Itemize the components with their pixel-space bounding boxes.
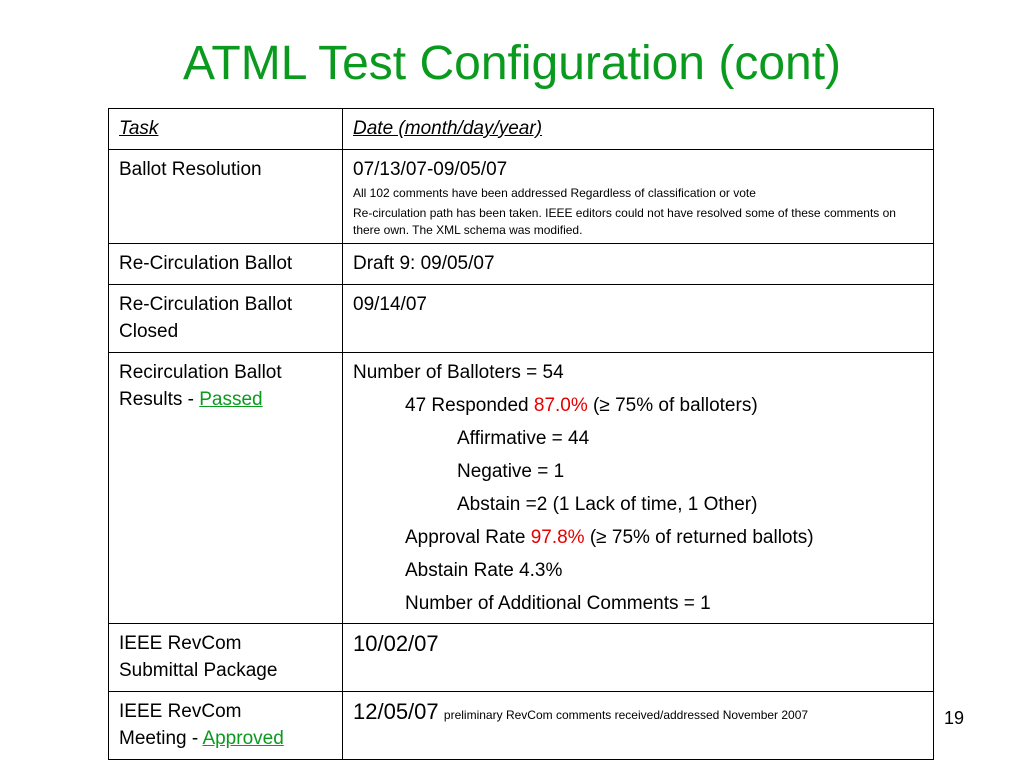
task-label-prefix: Results - xyxy=(119,389,200,410)
date-cell xyxy=(343,624,934,692)
column-header-date: Date (month/day/year) xyxy=(343,109,934,150)
slide-title: ATML Test Configuration (cont) xyxy=(182,37,842,90)
page-number: 19 xyxy=(943,708,964,728)
task-label-line xyxy=(119,725,332,752)
date-cell: Draft 9: 09/05/07 xyxy=(343,244,934,285)
status-link-passed[interactable]: Passed xyxy=(199,389,263,410)
approval-label: Approval Rate xyxy=(405,527,531,548)
abstain-count: Abstain =2 (1 Lack of time, 1 Other) xyxy=(457,494,758,515)
date-cell: 09/14/07 xyxy=(343,285,934,353)
table-row xyxy=(109,285,934,353)
negative-count: Negative = 1 xyxy=(457,461,565,482)
task-label-prefix: Meeting - xyxy=(119,728,203,749)
note-text: All 102 comments have been addressed Regardless of classification or vote xyxy=(353,186,756,200)
note-text: preliminary RevCom comments received/addressed November 2007 xyxy=(443,708,809,722)
date-cell xyxy=(343,353,934,624)
task-label-line: Submittal Package xyxy=(119,660,278,681)
table-row xyxy=(109,624,934,692)
approval-percent: 97.8% xyxy=(530,527,585,548)
date-value: 07/13/07-09/05/07 xyxy=(353,159,508,180)
table-row xyxy=(109,353,934,624)
task-label-line: Recirculation Ballot xyxy=(119,362,282,383)
task-cell: Ballot Resolution xyxy=(109,150,343,244)
task-cell xyxy=(109,624,343,692)
task-label-line: IEEE RevCom xyxy=(119,633,242,654)
responded-label: 47 Responded xyxy=(405,395,534,416)
table-row xyxy=(109,692,934,760)
column-header-task: Task xyxy=(109,109,343,150)
task-label-line xyxy=(119,386,332,413)
additional-comments: Number of Additional Comments = 1 xyxy=(405,593,711,614)
date-cell xyxy=(343,692,934,760)
table-row xyxy=(109,150,934,244)
date-value: 12/05/07 xyxy=(353,699,439,724)
approval-threshold: (≥ 75% of returned ballots) xyxy=(584,527,814,548)
schedule-table xyxy=(108,108,934,760)
task-label-line: Closed xyxy=(119,321,179,342)
task-cell xyxy=(109,692,343,760)
affirmative-count: Affirmative = 44 xyxy=(457,428,590,449)
balloters-count: Number of Balloters = 54 xyxy=(353,362,564,383)
date-cell xyxy=(343,150,934,244)
approval-rate-line xyxy=(353,521,923,554)
task-label-line: IEEE RevCom xyxy=(119,701,242,722)
responded-percent: 87.0% xyxy=(533,395,588,416)
responded-line xyxy=(353,389,923,422)
note-text: Re-circulation path has been taken. IEEE editors could not have resolved some of these comments on there own. The XML schema was modified. xyxy=(353,206,896,237)
task-cell xyxy=(109,285,343,353)
table-header-row xyxy=(109,109,934,150)
task-cell: Re-Circulation Ballot xyxy=(109,244,343,285)
task-label-line: Re-Circulation Ballot xyxy=(119,294,293,315)
responded-threshold: (≥ 75% of balloters) xyxy=(587,395,758,416)
table-row xyxy=(109,244,934,285)
task-cell xyxy=(109,353,343,624)
abstain-rate: Abstain Rate 4.3% xyxy=(405,560,563,581)
status-link-approved[interactable]: Approved xyxy=(202,728,284,749)
date-value: 10/02/07 xyxy=(353,631,439,656)
